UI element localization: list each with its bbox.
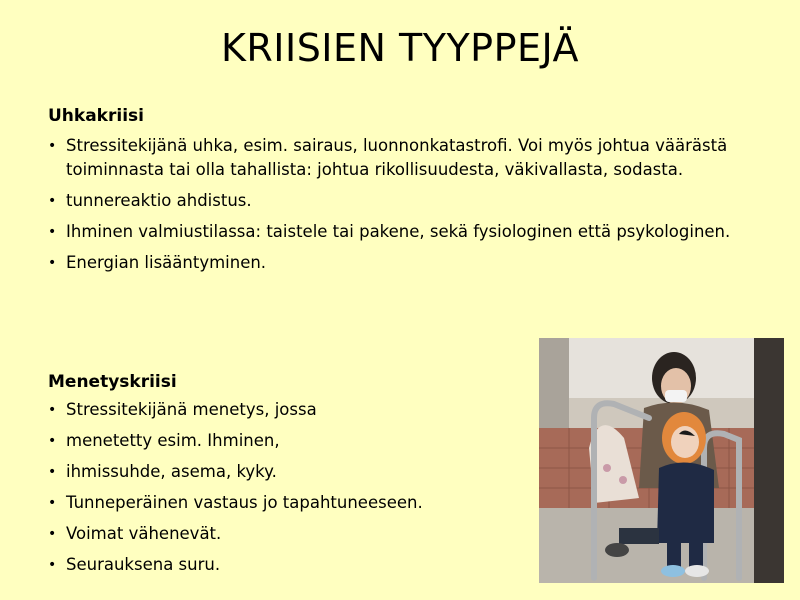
bullet-icon: • bbox=[48, 224, 57, 240]
list-item bbox=[48, 491, 518, 515]
list-item bbox=[48, 429, 518, 453]
list-item-text: Energian lisääntyminen. bbox=[66, 253, 267, 272]
photo-illustration bbox=[539, 338, 784, 583]
bullet-icon: • bbox=[48, 433, 57, 449]
list-item-text: Ihminen valmiustilassa: taistele tai pakene, sekä fysiologinen että psykologinen. bbox=[66, 222, 731, 241]
list-item bbox=[48, 189, 738, 213]
bullet-icon: • bbox=[48, 402, 57, 418]
photo-woman-and-child bbox=[539, 338, 784, 583]
list-item bbox=[48, 398, 518, 422]
bullet-icon: • bbox=[48, 464, 57, 480]
list-item-text: ihmissuhde, asema, kyky. bbox=[66, 462, 277, 481]
list-item-text: Tunneperäinen vastaus jo tapahtuneeseen. bbox=[66, 493, 423, 512]
list-item bbox=[48, 553, 518, 577]
list-item-text: Voimat vähenevät. bbox=[66, 524, 222, 543]
list-item bbox=[48, 220, 738, 244]
section-heading-menetyskriisi: Menetyskriisi bbox=[48, 372, 177, 392]
list-item bbox=[48, 134, 738, 182]
list-item-text: Seurauksena suru. bbox=[66, 555, 221, 574]
bullet-list-menetyskriisi bbox=[48, 398, 518, 584]
list-item-text: menetetty esim. Ihminen, bbox=[66, 431, 280, 450]
bullet-icon: • bbox=[48, 526, 57, 542]
bullet-icon: • bbox=[48, 557, 57, 573]
bullet-icon: • bbox=[48, 495, 57, 511]
bullet-icon: • bbox=[48, 138, 57, 154]
list-item-text: Stressitekijänä menetys, jossa bbox=[66, 400, 317, 419]
list-item bbox=[48, 522, 518, 546]
bullet-list-uhkakriisi bbox=[48, 134, 738, 282]
list-item-text: Stressitekijänä uhka, esim. sairaus, luonnonkatastrofi. Voi myös johtua väärästä toiminnasta tai olla tahallista: johtua rikollisuudesta, väkivallasta, sodasta. bbox=[66, 136, 728, 179]
bullet-icon: • bbox=[48, 255, 57, 271]
slide-title: KRIISIEN TYYPPEJÄ bbox=[220, 26, 580, 70]
list-item-text: tunnereaktio ahdistus. bbox=[66, 191, 252, 210]
list-item bbox=[48, 460, 518, 484]
section-heading-uhkakriisi: Uhkakriisi bbox=[48, 106, 144, 126]
list-item bbox=[48, 251, 738, 275]
bullet-icon: • bbox=[48, 193, 57, 209]
